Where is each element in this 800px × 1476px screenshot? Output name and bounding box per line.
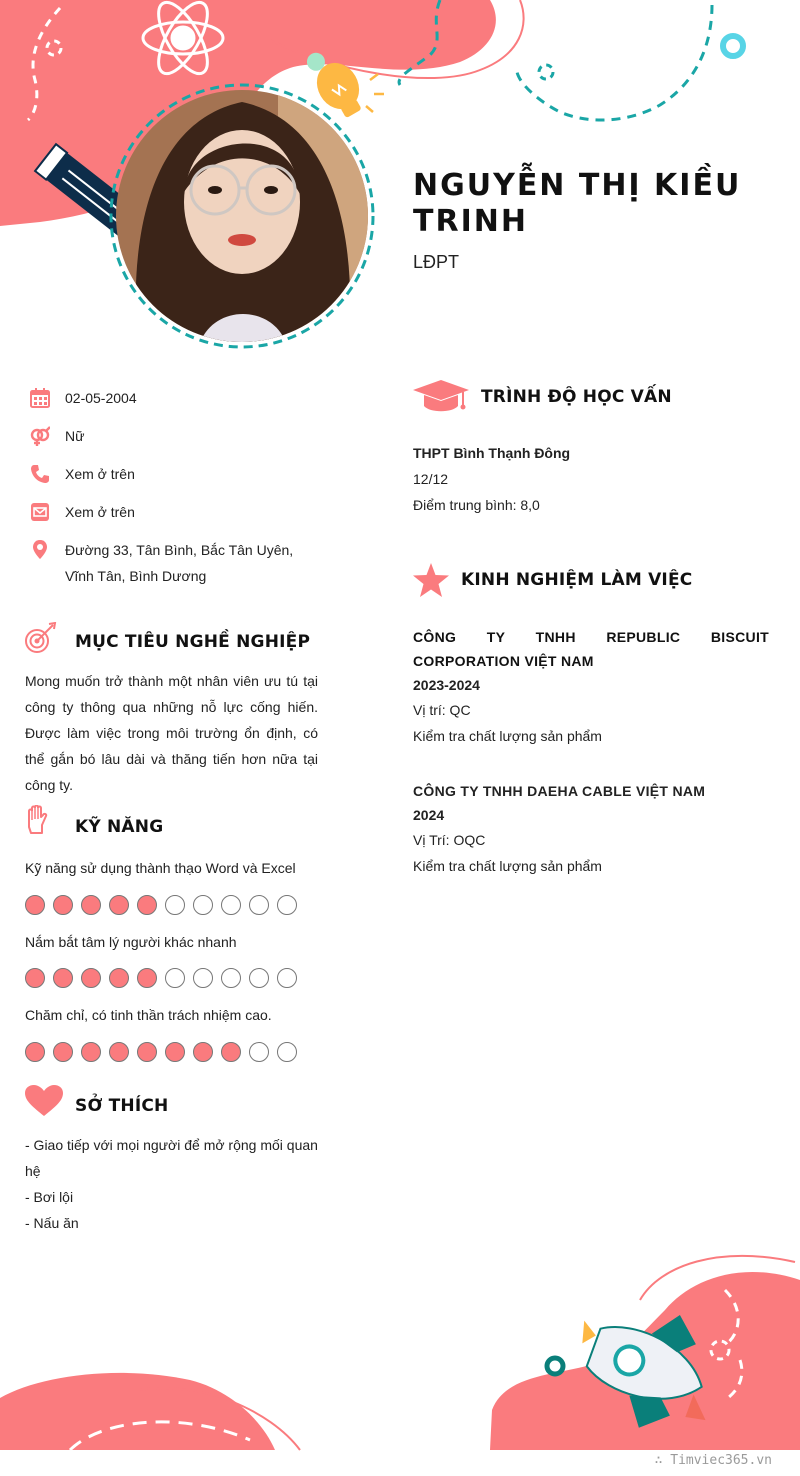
email-value: Xem ở trên [65, 504, 135, 520]
skill-label: Chăm chỉ, có tinh thần trách nhiệm cao. [25, 1007, 272, 1023]
skill-dot-filled [221, 1042, 241, 1062]
education-title: TRÌNH ĐỘ HỌC VẤN [481, 387, 672, 407]
skill-rating [25, 1042, 297, 1062]
skill-dot-empty [249, 1042, 269, 1062]
location-icon [30, 540, 50, 560]
skill-dot-filled [53, 895, 73, 915]
skill-dot-filled [81, 968, 101, 988]
skill-dot-empty [249, 895, 269, 915]
hobbies-title: SỞ THÍCH [75, 1096, 169, 1116]
email-icon [30, 502, 50, 522]
experience-title: KINH NGHIỆM LÀM VIỆC [461, 570, 693, 590]
birthday-value: 02-05-2004 [65, 390, 137, 406]
hobby-item: - Giao tiếp với mọi người để mở rộng mối quan hệ [25, 1137, 318, 1179]
job-company: CÔNG TY TNHH REPUBLIC BISCUIT CORPORATION VIỆT NAM [413, 629, 769, 669]
phone-icon [30, 464, 50, 484]
address-value: Đường 33, Tân Bình, Bắc Tân Uyên, Vĩnh Tân, Bình Dương [65, 542, 294, 584]
birthday-row [30, 388, 330, 411]
skill-dot-empty [165, 968, 185, 988]
skill-dot-filled [81, 1042, 101, 1062]
job-period: 2023-2024 [413, 677, 480, 693]
candidate-name: NGUYỄN THỊ KIỀU TRINH [413, 168, 742, 239]
skill-rating [25, 968, 297, 988]
avatar [108, 82, 376, 350]
skill-dot-filled [137, 968, 157, 988]
target-icon [24, 622, 58, 656]
skill-dot-filled [53, 1042, 73, 1062]
calendar-icon [30, 388, 50, 408]
phone-row [30, 464, 330, 487]
skill-dot-filled [25, 895, 45, 915]
skill-dot-empty [277, 1042, 297, 1062]
gender-icon [30, 426, 50, 446]
heart-icon [25, 1085, 63, 1117]
skill-label: Nắm bắt tâm lý người khác nhanh [25, 934, 237, 950]
skill-dot-filled [53, 968, 73, 988]
hand-icon [25, 805, 49, 837]
email-row [30, 502, 330, 525]
job-company: CÔNG TY TNHH DAEHA CABLE VIỆT NAM [413, 783, 706, 799]
skill-dot-empty [193, 895, 213, 915]
job-position: Vị trí: QC [413, 702, 471, 718]
graduation-cap-icon [413, 380, 469, 414]
skill-dot-filled [165, 1042, 185, 1062]
skill-dot-empty [193, 968, 213, 988]
skill-dot-filled [109, 968, 129, 988]
school-grade: 12/12 [413, 471, 449, 487]
job-description: Kiểm tra chất lượng sản phẩm [413, 728, 602, 744]
skill-dot-filled [109, 1042, 129, 1062]
school-name: THPT Bình Thạnh Đông [413, 445, 571, 461]
skill-dot-empty [277, 895, 297, 915]
skill-dot-filled [81, 895, 101, 915]
job-position: Vị Trí: OQC [413, 832, 486, 848]
address-row [30, 540, 330, 589]
skill-dot-filled [137, 895, 157, 915]
job-period: 2024 [413, 807, 445, 823]
skill-dot-empty [165, 895, 185, 915]
job-title: LĐPT [413, 252, 460, 272]
skill-dot-filled [25, 968, 45, 988]
star-icon [413, 563, 449, 597]
objective-text: Mong muốn trở thành một nhân viên ưu tú tại công ty thông qua những nỗ lực cống hiến. Được làm việc trong môi trường ổn định, có thể gắn bó lâu dài và thăng tiến hơn nữa tại công ty. [25, 673, 318, 793]
skill-dot-filled [109, 895, 129, 915]
school-gpa: Điểm trung bình: 8,0 [413, 497, 540, 513]
objective-title: MỤC TIÊU NGHỀ NGHIỆP [75, 632, 311, 652]
gender-row [30, 426, 330, 449]
footer-decoration [0, 1240, 800, 1476]
skill-dot-filled [25, 1042, 45, 1062]
skill-dot-filled [193, 1042, 213, 1062]
hobby-item: - Nấu ăn [25, 1215, 79, 1231]
gender-value: Nữ [65, 428, 85, 444]
skill-rating [25, 895, 297, 915]
skill-dot-empty [249, 968, 269, 988]
skill-dot-empty [221, 895, 241, 915]
skill-dot-filled [137, 1042, 157, 1062]
watermark: ∴ Timviec365.vn [654, 1453, 772, 1468]
skill-dot-empty [221, 968, 241, 988]
skill-label: Kỹ năng sử dụng thành thạo Word và Excel [25, 860, 296, 876]
skills-title: KỸ NĂNG [75, 817, 164, 837]
hobby-item: - Bơi lội [25, 1189, 74, 1205]
phone-value: Xem ở trên [65, 466, 135, 482]
footer-left-blob [0, 1373, 275, 1450]
skill-dot-empty [277, 968, 297, 988]
job-description: Kiểm tra chất lượng sản phẩm [413, 858, 602, 874]
